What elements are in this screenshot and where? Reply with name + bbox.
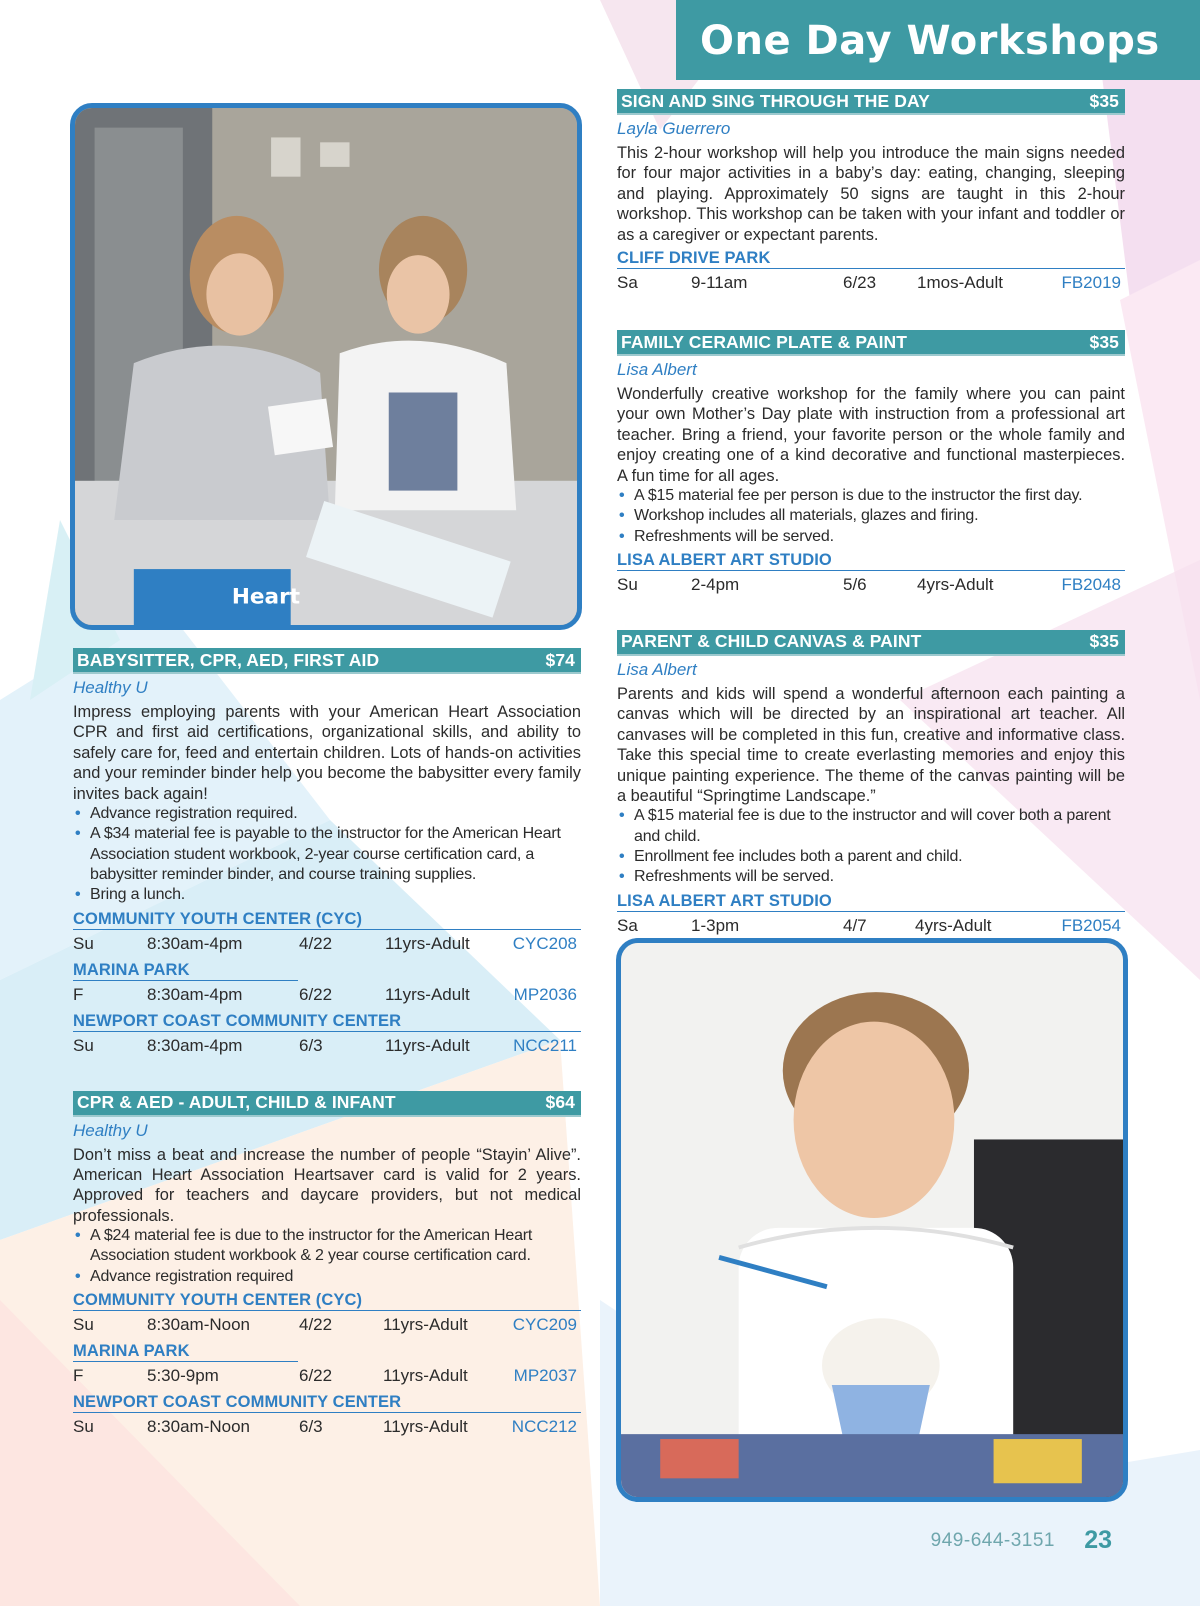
course-description: Impress employing parents with your American Heart Association CPR and first aid certifications, organizational skills, and ability to safely care for, feed and entertain children. Lots of hands-on activities and your reminder binder help you become the babysitter every family invites back again! xyxy=(73,703,581,803)
course-description: Wonderfully creative workshop for the family where you can paint your own Mother’s Day plate with instruction from a professional art teacher. Bring a friend, your favorite person or the whole family and enjoy creating one of a kind decorative and functional masterpieces. A fun time for all ages. xyxy=(617,385,1125,485)
session-day: F xyxy=(73,1366,84,1386)
session-time: 8:30am-4pm xyxy=(147,984,243,1004)
course-price: $64 xyxy=(545,1092,575,1113)
session-location: NEWPORT COAST COMMUNITY CENTER xyxy=(73,1392,581,1413)
session-date: 4/7 xyxy=(843,915,867,935)
course-title: BABYSITTER, CPR, AED, FIRST AID xyxy=(77,649,380,670)
bullet-item: • A $15 material fee is due to the instructor and will cover both a parent and child. xyxy=(619,807,1111,845)
course-bullets xyxy=(73,804,581,905)
session-code[interactable]: CYC209 xyxy=(512,1315,577,1335)
session-location: CLIFF DRIVE PARK xyxy=(617,248,1125,269)
session-code[interactable]: FB2054 xyxy=(1061,915,1121,935)
session-age: 11yrs-Adult xyxy=(385,984,470,1004)
session-location: COMMUNITY YOUTH CENTER (CYC) xyxy=(73,1290,581,1311)
photo-child-painting xyxy=(616,938,1128,1502)
page-title: One Day Workshops xyxy=(700,18,1160,64)
session-time: 1-3pm xyxy=(691,915,740,935)
course-price: $74 xyxy=(545,649,575,670)
session-age: 1mos-Adult xyxy=(917,273,1003,293)
course-babysitter xyxy=(73,648,581,1059)
session-row[interactable] xyxy=(617,912,1125,939)
session-age: 4yrs-Adult xyxy=(915,915,992,935)
session-row[interactable] xyxy=(617,269,1125,296)
page-number: 23 xyxy=(1084,1526,1112,1554)
session-code[interactable]: NCC212 xyxy=(511,1417,577,1437)
course-price: $35 xyxy=(1089,90,1119,111)
session-code[interactable]: MP2037 xyxy=(513,1366,577,1386)
session-day: Su xyxy=(73,1417,94,1437)
session-date: 6/23 xyxy=(843,273,877,293)
session-date: 6/22 xyxy=(299,1366,333,1386)
session-code[interactable]: NCC211 xyxy=(513,1035,577,1055)
course-description: Parents and kids will spend a wonderful afternoon each painting a canvas which will be directed by an inspirational art teacher. All canvases will be completed in this fun, creative and informative class. Take this special time to create everlasting memories and enjoy this unique painting experience. The theme of the canvas painting will be a beautiful “Springtime Landscape.” xyxy=(617,684,1125,805)
photo-babysitter-class xyxy=(70,103,582,630)
bullet-item: • Refreshments will be served. xyxy=(619,868,834,886)
course-title: PARENT & CHILD CANVAS & PAINT xyxy=(621,631,922,652)
bullet-item: • A $15 material fee per person is due to the instructor the first day. xyxy=(619,487,1083,505)
session-row[interactable] xyxy=(73,1032,581,1059)
course-cpr-aed xyxy=(73,1091,581,1441)
session-time: 8:30am-Noon xyxy=(147,1417,251,1437)
session-location: LISA ALBERT ART STUDIO xyxy=(617,550,1125,571)
session-code[interactable]: FB2048 xyxy=(1061,574,1121,594)
course-description: Don’t miss a beat and increase the number of people “Stayin’ Alive”. American Heart Association Heartsaver card is valid for 2 years. Approved for teachers and daycare providers, but not medical professionals. xyxy=(73,1145,581,1225)
session-date: 4/22 xyxy=(299,933,333,953)
session-day: Sa xyxy=(617,273,638,293)
course-instructor: Lisa Albert xyxy=(617,659,697,679)
bullet-item: • Refreshments will be served. xyxy=(619,527,834,545)
session-row[interactable] xyxy=(73,930,581,957)
bullet-item: • Advance registration required. xyxy=(75,805,298,823)
header-bar xyxy=(676,0,1200,80)
session-date: 6/22 xyxy=(299,984,333,1004)
session-date: 6/3 xyxy=(299,1417,323,1437)
course-description: This 2-hour workshop will help you introduce the main signs needed for four major activities in a baby’s day: eating, changing, sleeping and playing. Approximately 50 signs are taught in this 2-hour workshop. This workshop can be taken with your infant and toddler or as a caregiver or expectant parents. xyxy=(617,144,1125,244)
session-age: 11yrs-Adult xyxy=(383,1315,468,1335)
session-time: 2-4pm xyxy=(691,574,740,594)
session-row[interactable] xyxy=(73,1362,581,1389)
session-date: 6/3 xyxy=(299,1035,323,1055)
course-bullets xyxy=(73,1226,581,1287)
course-instructor: Layla Guerrero xyxy=(617,119,731,138)
session-age: 4yrs-Adult xyxy=(917,574,994,594)
session-time: 9-11am xyxy=(691,273,748,293)
session-date: 4/22 xyxy=(299,1315,333,1335)
course-title: FAMILY CERAMIC PLATE & PAINT xyxy=(621,331,908,352)
session-day: Su xyxy=(73,933,94,953)
session-code[interactable]: MP2036 xyxy=(513,984,577,1004)
session-code[interactable]: CYC208 xyxy=(512,933,577,953)
course-header xyxy=(617,630,1125,656)
session-time: 8:30am-4pm xyxy=(147,1035,243,1055)
session-age: 11yrs-Adult xyxy=(385,1035,470,1055)
session-time: 8:30am-Noon xyxy=(147,1315,251,1335)
course-price: $35 xyxy=(1089,331,1119,352)
course-instructor: Healthy U xyxy=(73,1120,148,1140)
bullet-item: • Bring a lunch. xyxy=(75,886,186,904)
session-row[interactable] xyxy=(73,1311,581,1338)
course-header xyxy=(617,89,1125,115)
course-title: SIGN AND SING THROUGH THE DAY xyxy=(621,90,930,111)
right-column xyxy=(617,89,1125,939)
bullet-item: • Enrollment fee includes both a parent and child. xyxy=(619,847,963,865)
course-price: $35 xyxy=(1089,631,1119,652)
session-day: Su xyxy=(73,1315,94,1335)
session-day: Su xyxy=(617,574,638,594)
session-time: 5:30-9pm xyxy=(147,1366,219,1386)
footer-phone: 949-644-3151 xyxy=(930,1530,1055,1551)
course-header xyxy=(73,1091,581,1117)
bullet-item: • Workshop includes all materials, glazes and firing. xyxy=(619,507,979,525)
session-age: 11yrs-Adult xyxy=(383,1417,468,1437)
course-instructor: Lisa Albert xyxy=(617,360,697,380)
session-location: COMMUNITY YOUTH CENTER (CYC) xyxy=(73,909,581,930)
session-location: MARINA PARK xyxy=(73,1341,298,1362)
bullet-item: • A $24 material fee is due to the instructor for the American Heart Association student workbook & 2 year course certification card. xyxy=(75,1227,533,1265)
session-time: 8:30am-4pm xyxy=(147,933,243,953)
session-location: NEWPORT COAST COMMUNITY CENTER xyxy=(73,1011,581,1032)
session-location: LISA ALBERT ART STUDIO xyxy=(617,891,1125,912)
bullet-item: • A $34 material fee is payable to the instructor for the American Heart Association student workbook, 2-year course certification card, a babysitter reminder binder, and course training supplies. xyxy=(75,825,561,883)
course-bullets xyxy=(617,486,1125,547)
course-bullets xyxy=(617,806,1125,887)
course-sign-and-sing xyxy=(617,89,1125,296)
photo-top-label: Heart xyxy=(231,584,301,610)
session-row[interactable] xyxy=(73,1413,581,1440)
session-date: 5/6 xyxy=(843,574,867,594)
session-day: Sa xyxy=(617,915,638,935)
course-family-ceramic xyxy=(617,330,1125,598)
course-header xyxy=(73,648,581,674)
bullet-item: • Advance registration required xyxy=(75,1267,294,1285)
course-parent-child-canvas xyxy=(617,630,1125,939)
session-age: 11yrs-Adult xyxy=(383,1366,468,1386)
course-title: CPR & AED - ADULT, CHILD & INFANT xyxy=(77,1092,396,1113)
session-code[interactable]: FB2019 xyxy=(1061,273,1121,293)
session-day: F xyxy=(73,984,84,1004)
session-day: Su xyxy=(73,1035,94,1055)
session-age: 11yrs-Adult xyxy=(385,933,470,953)
left-column xyxy=(73,648,581,1440)
session-row[interactable] xyxy=(73,981,581,1008)
session-row[interactable] xyxy=(617,571,1125,598)
session-location: MARINA PARK xyxy=(73,960,298,981)
course-header xyxy=(617,330,1125,356)
course-instructor: Healthy U xyxy=(73,678,148,697)
